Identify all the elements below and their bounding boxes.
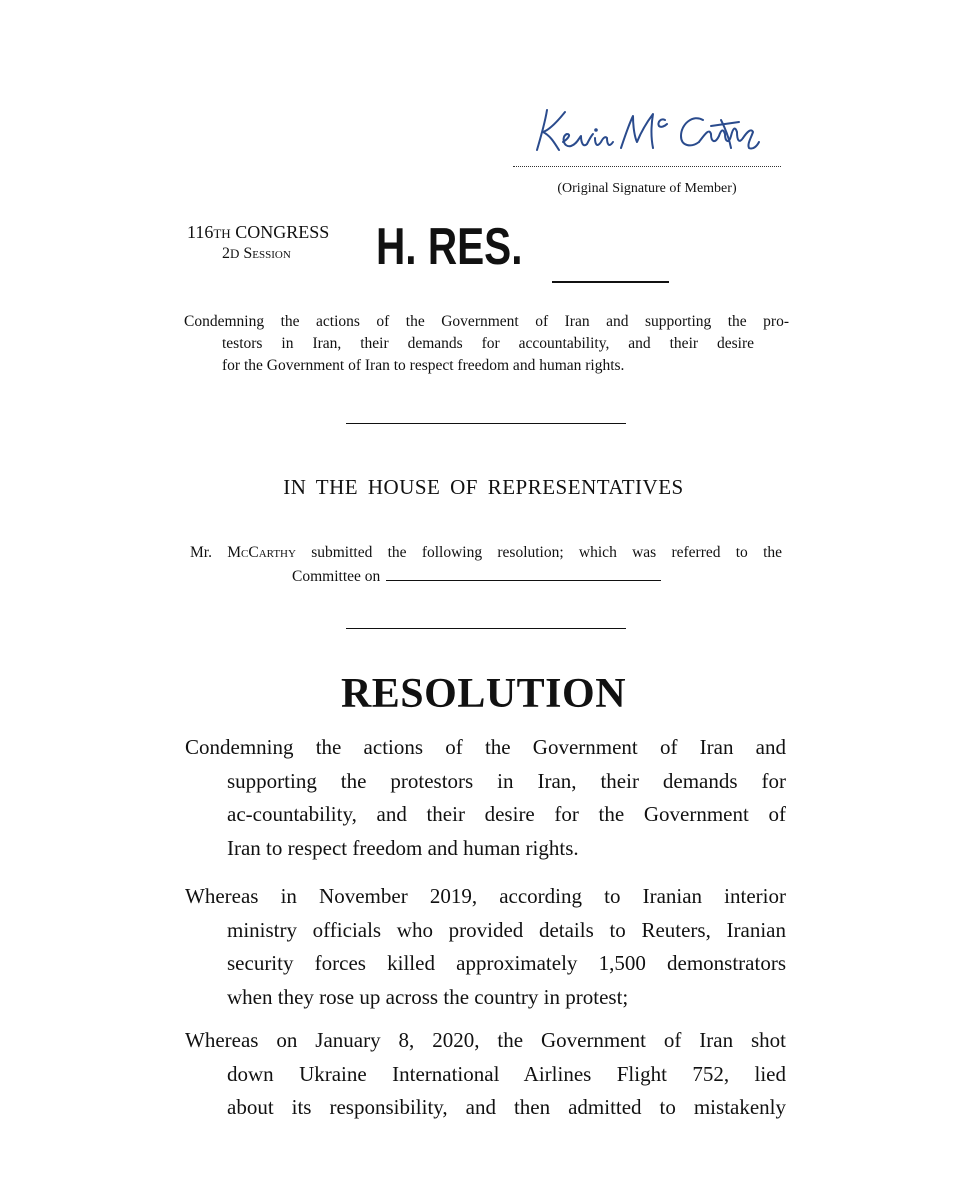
- member-signature: [525, 98, 775, 168]
- session-label: [222, 244, 291, 264]
- sponsor-line: [190, 541, 782, 565]
- committee-blank: [386, 568, 661, 581]
- paragraph-line: security forces killed approximately 1,500 demonstrators: [227, 951, 786, 975]
- short-title-line: testors in Iran, their demands for accountability, and their desire: [222, 335, 754, 352]
- short-title: [184, 311, 789, 377]
- session-number: 2: [222, 245, 230, 262]
- paragraph-line: Whereas on January 8, 2020, the Government of Iran shot: [185, 1028, 786, 1052]
- paragraph-line: when they rose up across the country in protest;: [227, 984, 629, 1009]
- congress-suffix: TH: [213, 226, 231, 241]
- divider: [346, 423, 626, 424]
- committee-label: Committee on: [292, 568, 381, 585]
- short-title-line: for the Government of Iran to respect freedom and human rights.: [222, 357, 625, 374]
- sponsor-title: Mr.: [190, 544, 212, 561]
- whereas-clause: [185, 880, 786, 1014]
- signature-caption: (Original Signature of Member): [557, 181, 737, 196]
- paragraph-line: Condemning the actions of the Government of Iran and: [185, 735, 786, 759]
- congress-number: 116: [187, 222, 214, 242]
- measure-title: H. RES.: [376, 218, 523, 276]
- chamber-heading: IN THE HOUSE OF REPRESENTATIVES: [283, 475, 684, 499]
- paragraph-line: ministry officials who provided details to Reuters, Iranian: [227, 917, 786, 942]
- sponsor-action: submitted the following resolution; which was referred to the: [311, 544, 783, 561]
- measure-number-blank: [552, 281, 669, 283]
- paragraph-line: ac-countability, and their desire for the Government of: [227, 802, 786, 826]
- short-title-line: Condemning the actions of the Government of Iran and supporting the pro-: [184, 313, 789, 330]
- signature-image: [525, 98, 775, 168]
- session-suffix: D: [230, 246, 240, 261]
- paragraph-line: about its responsibility, and then admitted to mistakenly: [227, 1095, 786, 1119]
- paragraph-line: down Ukraine International Airlines Flight 752, lied: [227, 1061, 786, 1086]
- paragraph-line: supporting the protestors in Iran, their demands for: [227, 768, 786, 793]
- paragraph-line: Whereas in November 2019, according to Iranian interior: [185, 884, 786, 908]
- session-word: Session: [243, 245, 291, 262]
- resolution-heading: RESOLUTION: [340, 671, 627, 717]
- resolution-title-paragraph: [185, 731, 786, 865]
- sponsor-name: McCarthy: [227, 544, 296, 561]
- whereas-clause: [185, 1024, 786, 1125]
- paragraph-line: Iran to respect freedom and human rights.: [227, 835, 579, 860]
- sponsor-statement: [190, 541, 782, 589]
- congress-label: [187, 222, 329, 244]
- signature-line: [513, 166, 781, 167]
- congress-word: CONGRESS: [235, 222, 330, 242]
- committee-line: [190, 565, 782, 589]
- divider: [346, 628, 626, 629]
